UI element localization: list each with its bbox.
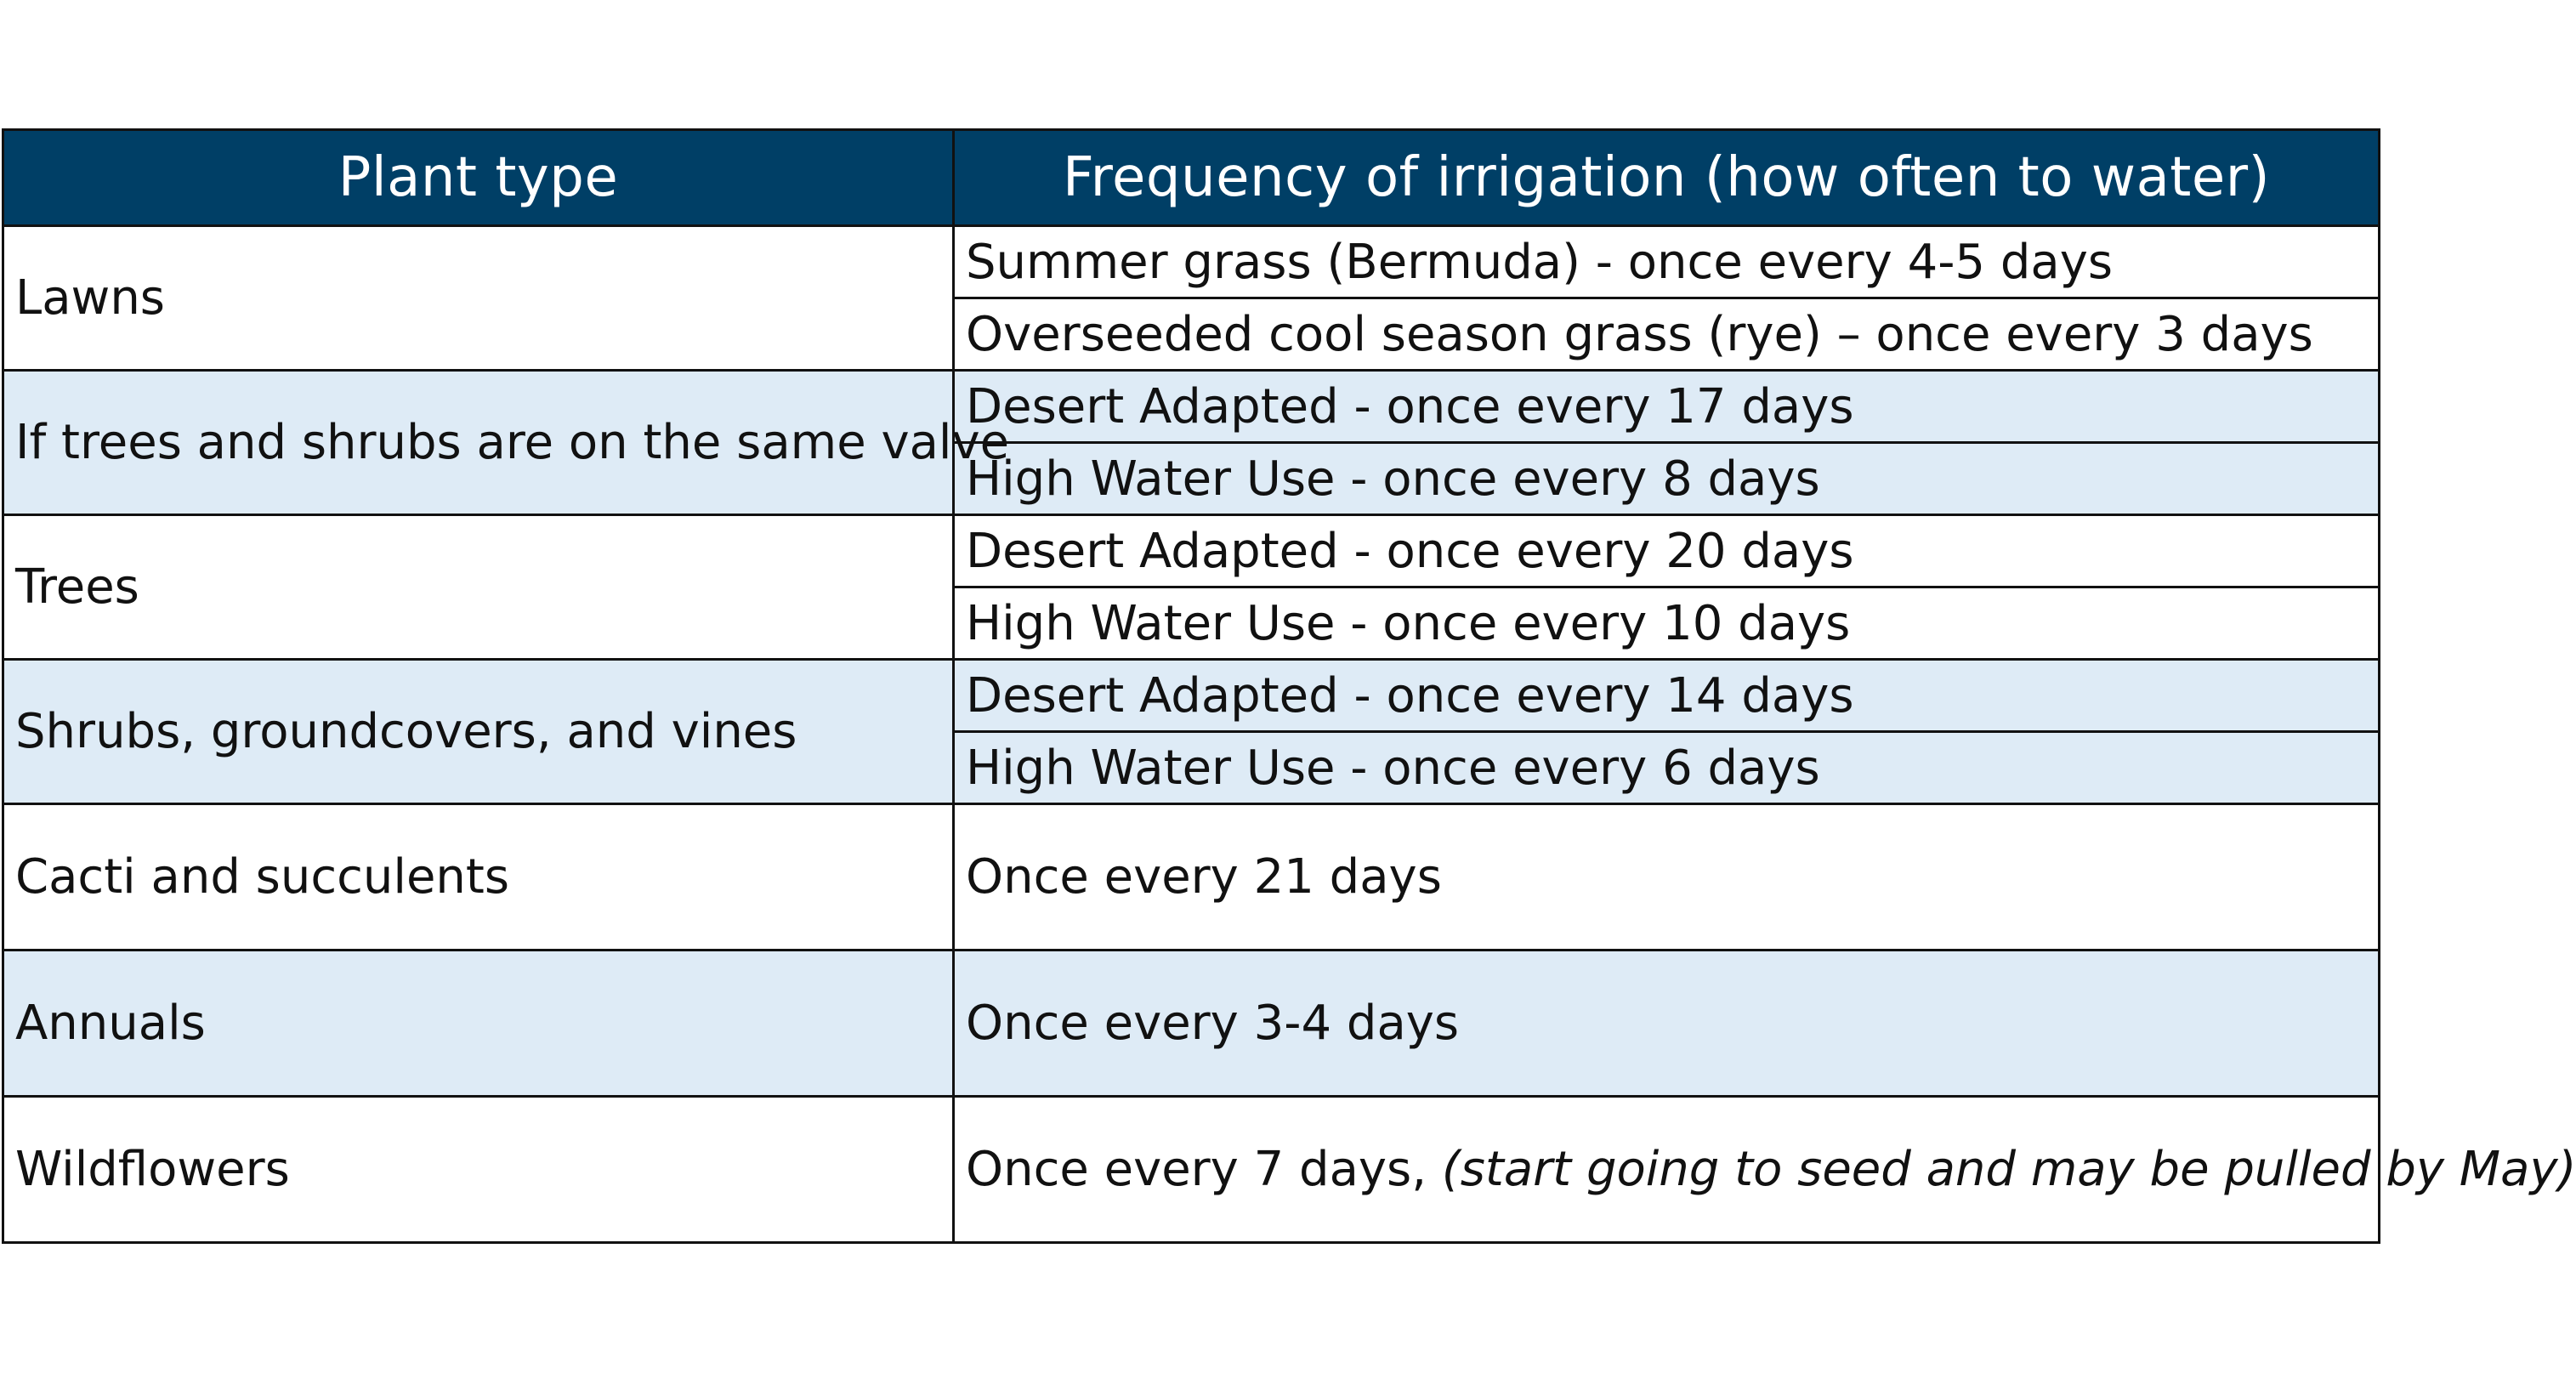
plant-type-cell: If trees and shrubs are on the same valve — [3, 371, 954, 515]
plant-type-cell: Cacti and succulents — [3, 804, 954, 951]
table-row — [3, 951, 2380, 1097]
frequency-cell: Once every 3-4 days — [954, 951, 2380, 1097]
frequency-note: (start going to seed and may be pulled by May) — [1441, 1142, 2576, 1197]
plant-type-cell: Trees — [3, 515, 954, 660]
plant-type-cell: Wildflowers — [3, 1097, 954, 1243]
table-row — [3, 371, 2380, 443]
frequency-cell: Summer grass (Bermuda) - once every 4-5 days — [954, 226, 2380, 298]
table-row — [3, 226, 2380, 298]
frequency-text: Once every 7 days, — [966, 1142, 1427, 1197]
frequency-cell: Desert Adapted - once every 20 days — [954, 515, 2380, 587]
plant-type-cell: Shrubs, groundcovers, and vines — [3, 660, 954, 804]
plant-type-cell: Annuals — [3, 951, 954, 1097]
frequency-cell: High Water Use - once every 10 days — [954, 587, 2380, 660]
table-row — [3, 804, 2380, 951]
header-plant-type: Plant type — [3, 130, 954, 226]
header-row — [3, 130, 2380, 226]
frequency-cell: High Water Use - once every 6 days — [954, 732, 2380, 804]
frequency-cell — [954, 1097, 2576, 1243]
frequency-cell: Desert Adapted - once every 17 days — [954, 371, 2380, 443]
frequency-cell: Once every 21 days — [954, 804, 2380, 951]
frequency-cell: Desert Adapted - once every 14 days — [954, 660, 2380, 732]
table-row — [3, 1097, 2380, 1243]
table-row — [3, 515, 2380, 587]
table-row — [3, 660, 2380, 732]
header-frequency: Frequency of irrigation (how often to water) — [954, 130, 2380, 226]
plant-type-cell: Lawns — [3, 226, 954, 371]
irrigation-table-container — [2, 128, 2576, 1244]
frequency-cell: Overseeded cool season grass (rye) – once every 3 days — [954, 298, 2380, 371]
irrigation-table — [2, 128, 2576, 1244]
frequency-cell: High Water Use - once every 8 days — [954, 443, 2380, 515]
